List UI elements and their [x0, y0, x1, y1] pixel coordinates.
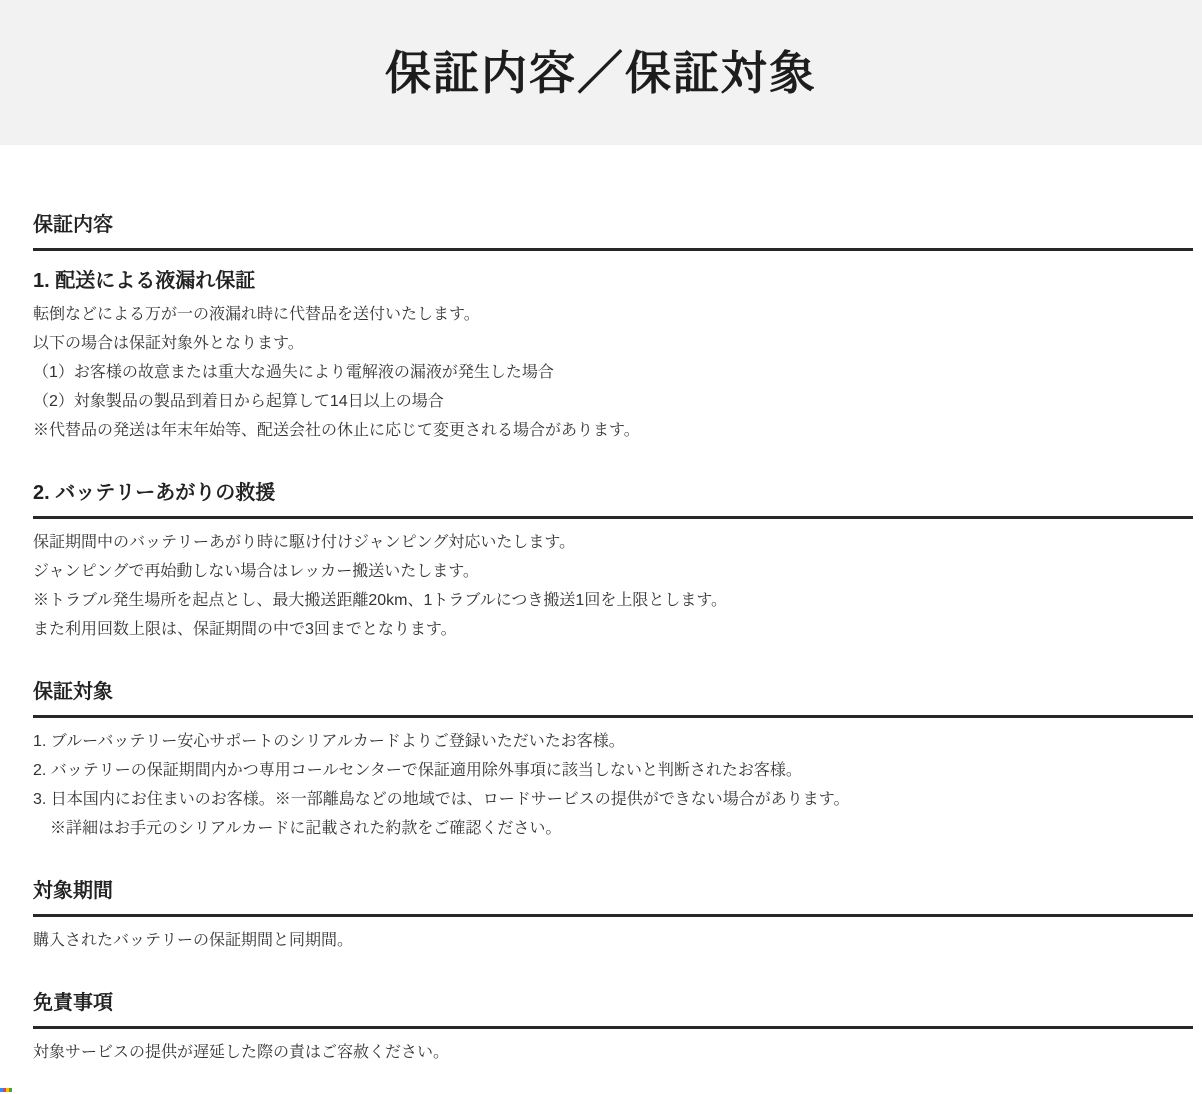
body-line: 対象サービスの提供が遅延した際の責はご容赦ください。	[33, 1044, 450, 1061]
section-heading-target-period: 対象期間	[33, 881, 1193, 917]
body-line: また利用回数上限は、保証期間の中で3回までとなります。	[33, 621, 457, 638]
page-title: 保証内容／保証対象	[385, 46, 817, 99]
list-item: 3. 日本国内にお住まいのお客様。※一部離島などの地域では、ロードサービスの提供ができない場合があります。	[33, 791, 850, 808]
body-line: 以下の場合は保証対象外となります。	[33, 335, 304, 352]
body-line: 保証期間中のバッテリーあがり時に駆け付けジャンピング対応いたします。	[33, 534, 576, 551]
corner-logo-fragment	[0, 1088, 12, 1092]
body-line: ※代替品の発送は年末年始等、配送会社の休止に応じて変更される場合があります。	[33, 422, 640, 439]
page-header-banner	[0, 0, 1202, 145]
body-line: 購入されたバッテリーの保証期間と同期間。	[33, 932, 354, 949]
body-line: ジャンピングで再始動しない場合はレッカー搬送いたします。	[33, 563, 479, 580]
body-line: ※トラブル発生場所を起点とし、最大搬送距離20km、1トラブルにつき搬送1回を上限とします。	[33, 592, 728, 609]
section-heading-warranty-content: 保証内容	[33, 215, 1193, 251]
warranty-target-body	[33, 727, 1193, 843]
section-heading-battery-rescue: 2. バッテリーあがりの救援	[33, 483, 1193, 519]
content-area	[33, 215, 1193, 1067]
body-line: 転倒などによる万が一の液漏れ時に代替品を送付いたします。	[33, 306, 480, 323]
body-line: （1）お客様の故意または重大な過失により電解液の漏液が発生した場合	[33, 364, 554, 381]
list-item: 2. バッテリーの保証期間内かつ専用コールセンターで保証適用除外事項に該当しないと判断されたお客様。	[33, 762, 802, 779]
section-heading-warranty-target: 保証対象	[33, 682, 1193, 718]
subsection-heading-delivery-leak: 1. 配送による液漏れ保証	[33, 270, 256, 292]
list-item: 1. ブルーバッテリー安心サポートのシリアルカードよりご登録いただいたお客様。	[33, 733, 625, 750]
battery-rescue-body	[33, 528, 1193, 644]
target-period-body	[33, 926, 1193, 955]
section-heading-disclaimer: 免責事項	[33, 993, 1193, 1029]
disclaimer-body	[33, 1038, 1193, 1067]
delivery-leak-body	[33, 300, 1193, 445]
body-line: （2）対象製品の製品到着日から起算して14日以上の場合	[33, 393, 444, 410]
list-note: ※詳細はお手元のシリアルカードに記載された約款をご確認ください。	[50, 820, 562, 837]
corner-fragment-green	[9, 1088, 12, 1092]
